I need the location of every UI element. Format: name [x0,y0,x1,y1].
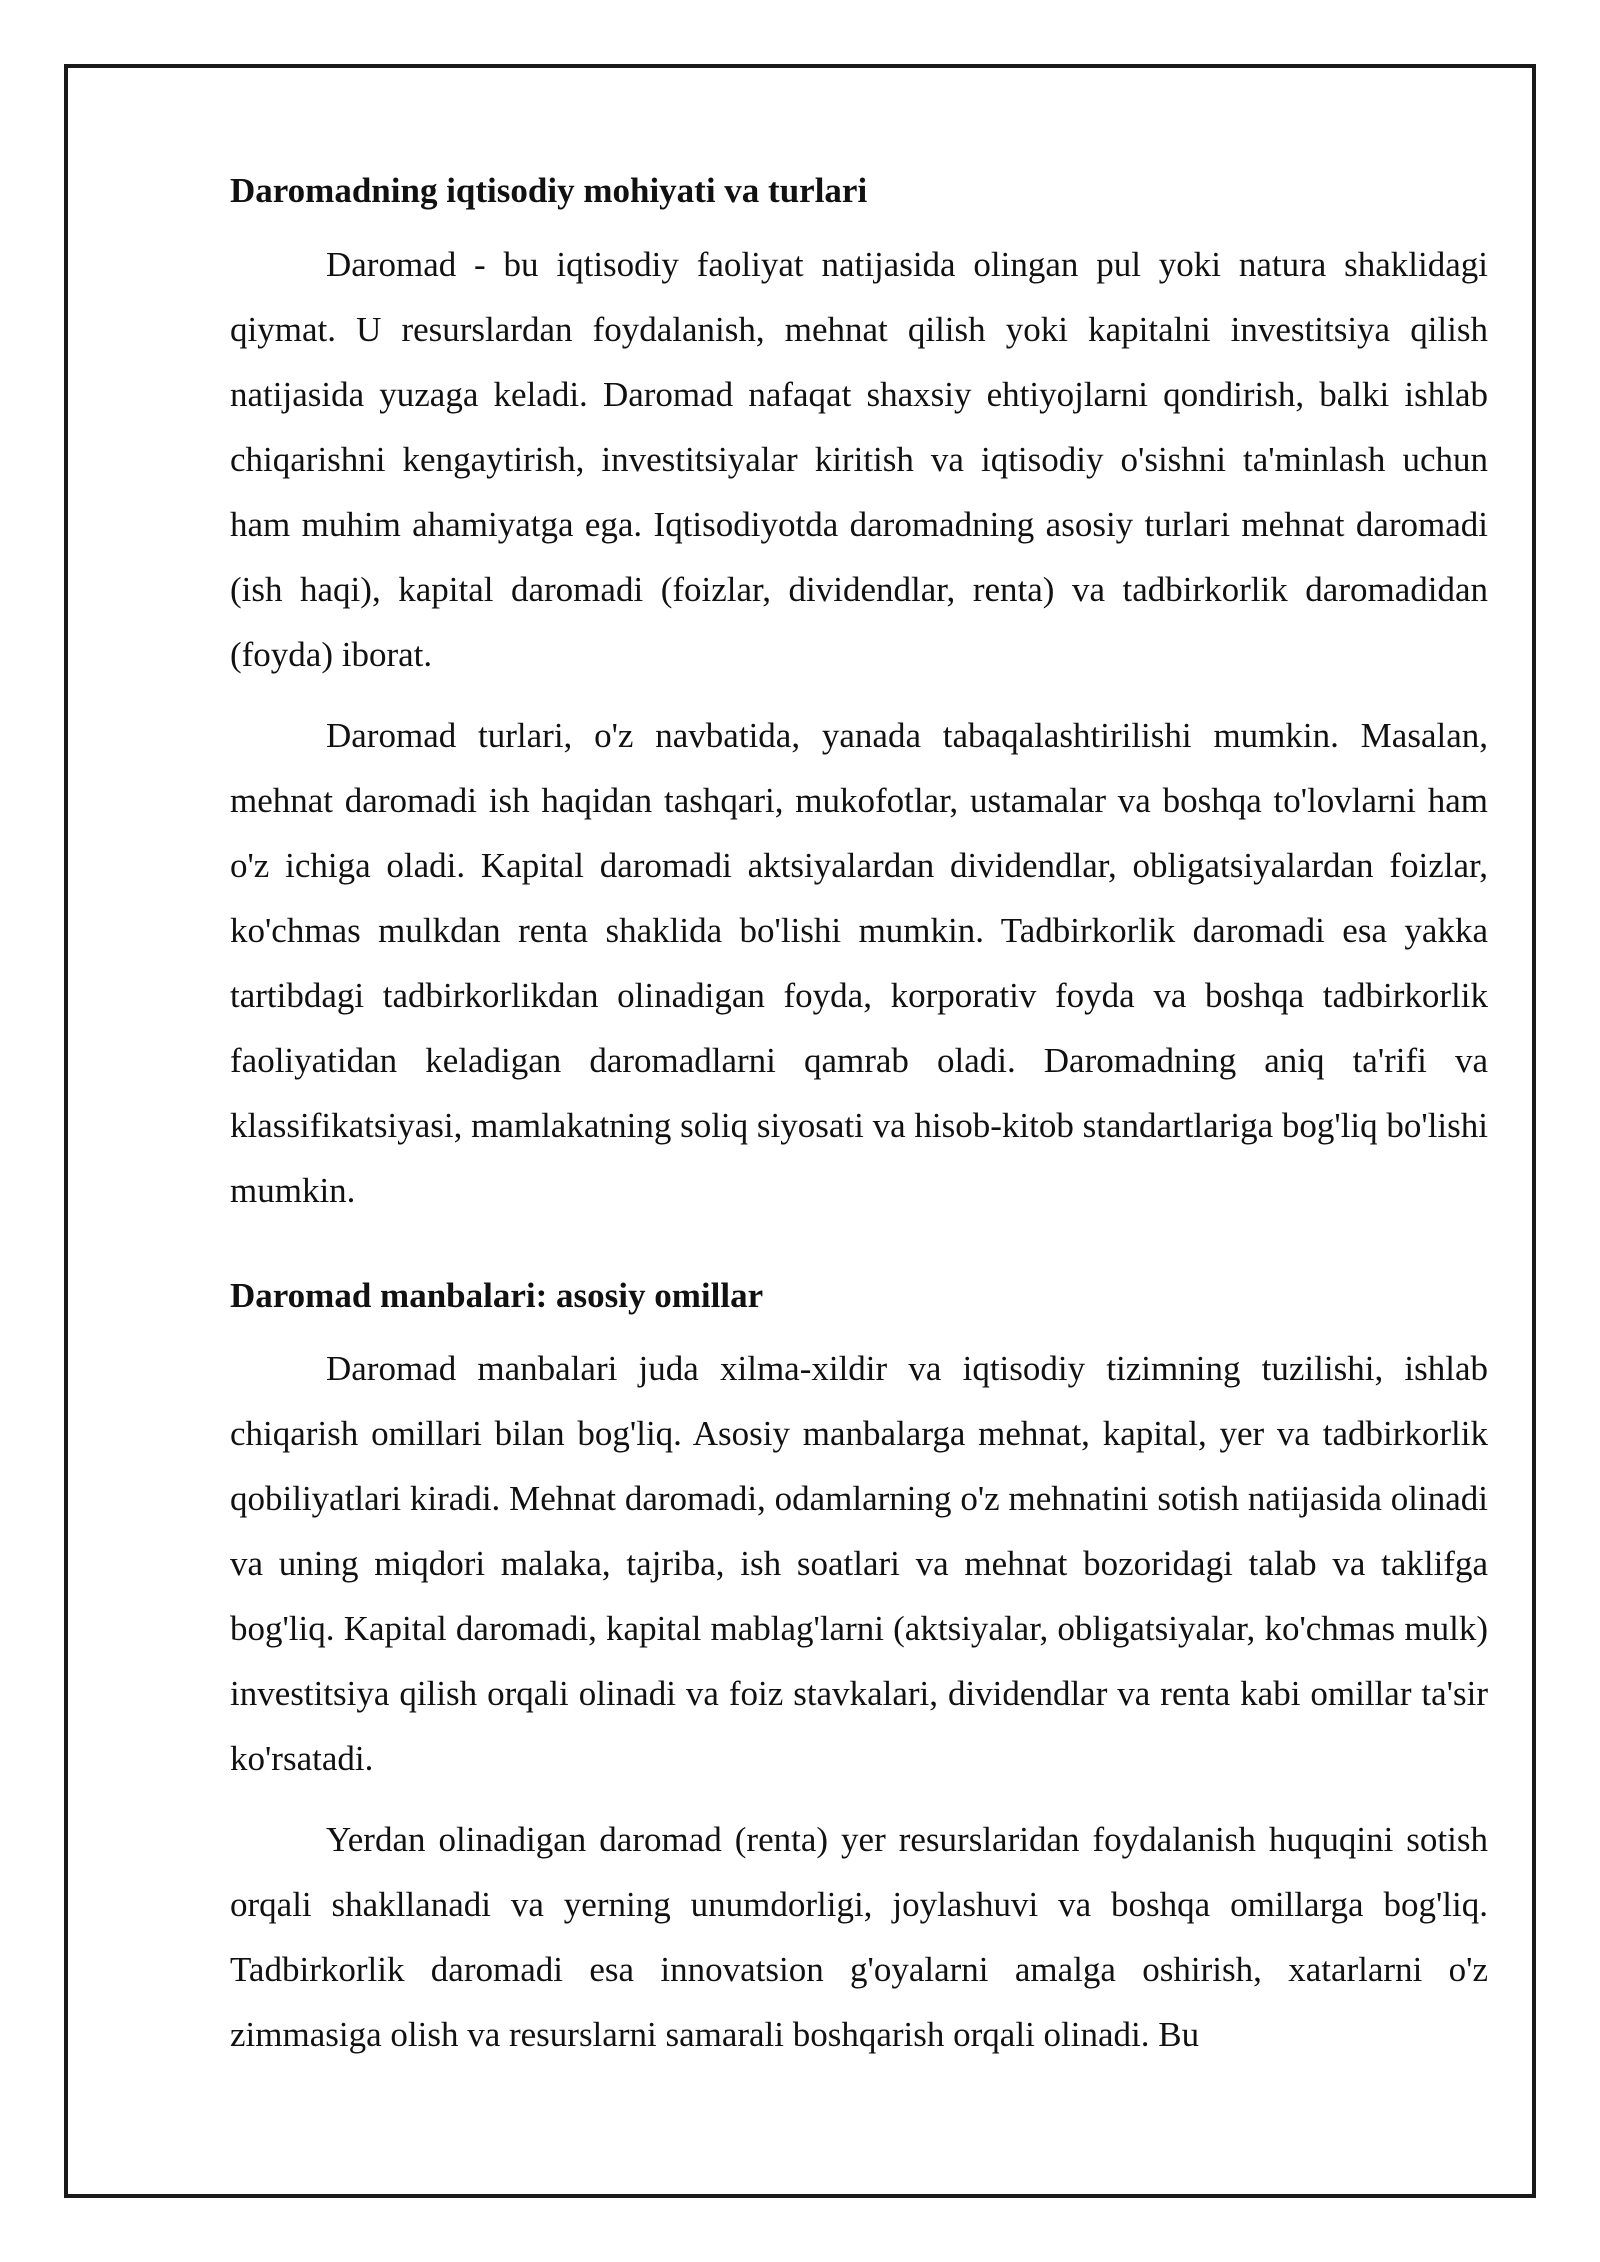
paragraph-1-2: Daromad turlari, o'z navbatida, yanada tabaqalashtirilishi mumkin. Masalan, mehnat daromadi ish haqidan tashqari, mukofotlar, ustamalar va boshqa to'lovlarni ham o'z ichiga oladi. Kapital daromadi aktsiyalardan dividendlar, obligatsiyalardan foizlar, ko'chmas mulkdan renta shaklida bo'lishi mumkin. Tadbirkorlik daromadi esa yakka tartibdagi tadbirkorlikdan olinadigan foyda, korporativ foyda va boshqa tadbirkorlik faoliyatidan keladigan daromadlarni qamrab oladi. Daromadning aniq ta'rifi va klassifikatsiyasi, mamlakatning soliq siyosati va hisob-kitob standartlariga bog'liq bo'lishi mumkin. [230,715,1488,1210]
document-content [230,168,1488,2083]
paragraph-2-1: Daromad manbalari juda xilma-xildir va iqtisodiy tizimning tuzilishi, ishlab chiqarish omillari bilan bog'liq. Asosiy manbalarga mehnat, kapital, yer va tadbirkorlik qobiliyatlari kiradi. Mehnat daromadi, odamlarning o'z mehnatini sotish natijasida olinadi va uning miqdori malaka, tajriba, ish soatlari va mehnat bozoridagi talab va taklifga bog'liq. Kapital daromadi, kapital mablag'larni (aktsiyalar, obligatsiyalar, ko'chmas mulk) investitsiya qilish orqali olinadi va foiz stavkalari, dividendlar va renta kabi omillar ta'sir ko'rsatadi. [230,1349,1488,1778]
paragraph-1-1: Daromad - bu iqtisodiy faoliyat natijasida olingan pul yoki natura shaklidagi qiymat. U resurslardan foydalanish, mehnat qilish yoki kapitalni investitsiya qilish natijasida yuzaga keladi. Daromad nafaqat shaxsiy ehtiyojlarni qondirish, balki ishlab chiqarishni kengaytirish, investitsiyalar kiritish va iqtisodiy o'sishni ta'minlash uchun ham muhim ahamiyatga ega. Iqtisodiyotda daromadning asosiy turlari mehnat daromadi (ish haqi), kapital daromadi (foizlar, dividendlar, renta) va tadbirkorlik daromadidan (foyda) iborat. [230,244,1488,674]
section-heading-1: Daromadning iqtisodiy mohiyati va turlari [230,171,868,210]
section-heading-2: Daromad manbalari: asosiy omillar [230,1275,764,1315]
paragraph-2-2: Yerdan olinadigan daromad (renta) yer resurslaridan foydalanish huquqini sotish orqali shakllanadi va yerning unumdorligi, joylashuvi va boshqa omillarga bog'liq. Tadbirkorlik daromadi esa innovatsion g'oyalarni amalga oshirish, xatarlarni o'z zimmasiga olish va resurslarni samarali boshqarish orqali olinadi. Bu [230,1820,1488,2054]
